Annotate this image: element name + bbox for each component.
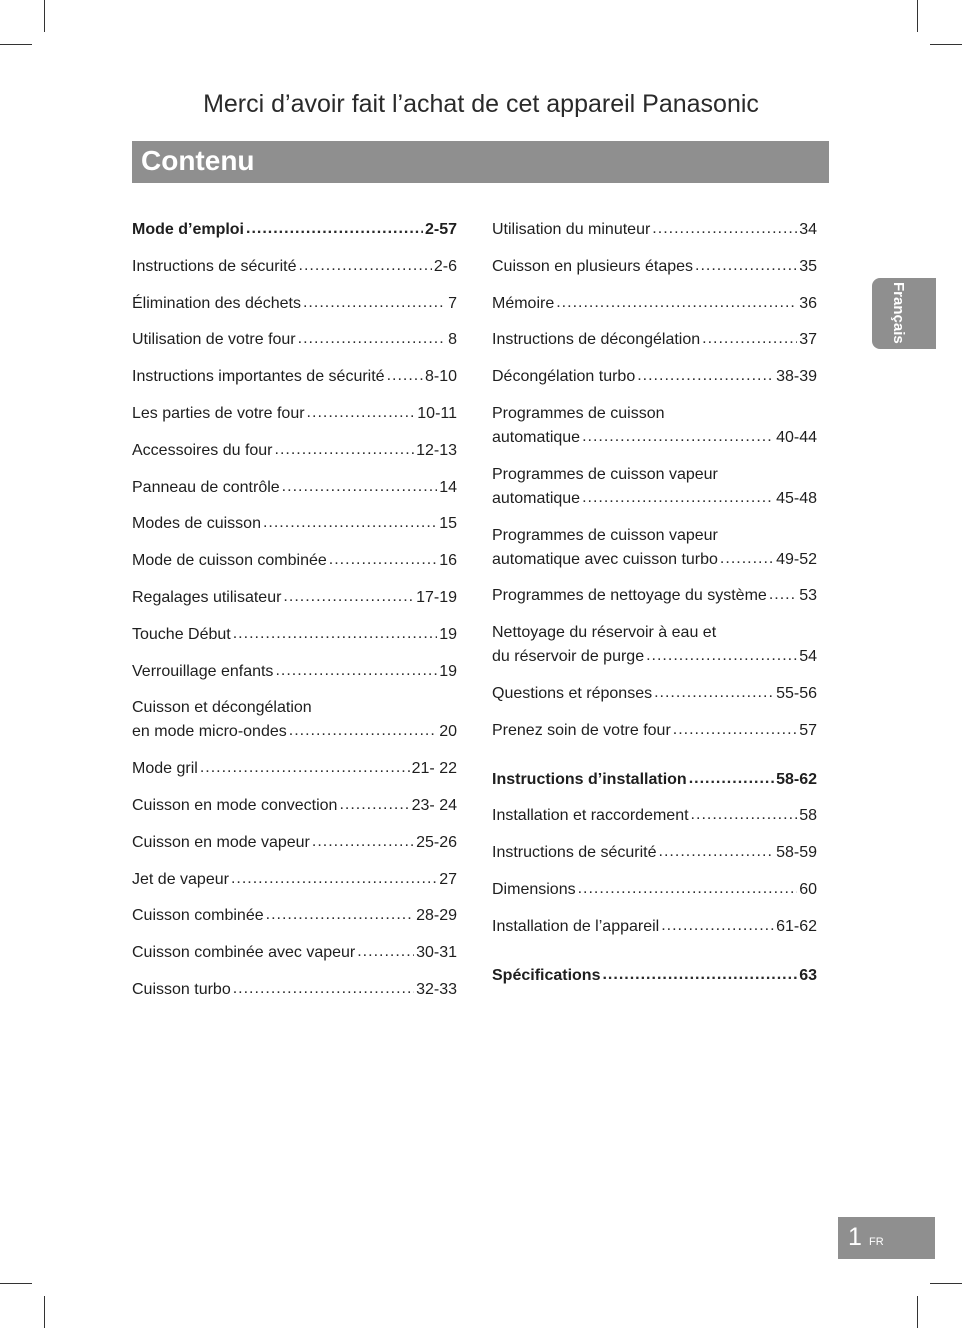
toc-leader-dots bbox=[231, 867, 437, 891]
toc-leader-dots bbox=[769, 583, 797, 607]
toc-entry-label: Utilisation de votre four bbox=[132, 331, 296, 349]
toc-entry[interactable] bbox=[492, 402, 817, 450]
toc-entry-page: 21- 22 bbox=[411, 760, 457, 778]
toc-entry-page: 34 bbox=[799, 221, 817, 238]
toc-entry-label: Mode gril bbox=[132, 760, 198, 778]
toc-entry-label: Cuisson en plusieurs étapes bbox=[492, 257, 694, 275]
toc-leader-dots bbox=[275, 438, 415, 462]
toc-entry-label: Instructions d’installation bbox=[492, 770, 687, 788]
toc-leader-dots bbox=[303, 291, 446, 315]
toc-entry-label: Instructions de sécurité bbox=[492, 844, 657, 862]
toc-entry-label: Les parties de votre four bbox=[132, 404, 305, 422]
toc-entry-label: Décongélation turbo bbox=[492, 368, 636, 386]
toc-entry-page: 60 bbox=[799, 880, 817, 898]
language-tab[interactable] bbox=[872, 278, 936, 349]
toc-entry-page: 32-33 bbox=[416, 980, 457, 998]
toc-leader-dots bbox=[689, 767, 774, 791]
section-title: Contenu bbox=[141, 145, 255, 176]
toc-leader-dots bbox=[578, 877, 798, 901]
toc-entry-page: 30-31 bbox=[416, 944, 457, 962]
toc-leader-dots bbox=[233, 622, 437, 646]
toc-leader-dots bbox=[602, 963, 797, 987]
toc-entry[interactable] bbox=[492, 915, 817, 939]
toc-entry-label: Cuisson turbo bbox=[132, 980, 231, 998]
crop-mark bbox=[917, 0, 918, 32]
toc-leader-dots bbox=[661, 914, 774, 938]
toc-entry-label: Installation de l’appareil bbox=[492, 917, 660, 935]
toc-entry-page: 54 bbox=[799, 648, 817, 666]
toc-entry-page: 57 bbox=[799, 721, 817, 739]
toc-entry-page: 58-59 bbox=[776, 844, 817, 862]
toc-entry[interactable] bbox=[132, 660, 457, 684]
toc-entry-page: 55-56 bbox=[776, 684, 817, 702]
toc-entry[interactable] bbox=[132, 402, 457, 426]
toc-entry[interactable] bbox=[132, 255, 457, 279]
toc-entry-page: 19 bbox=[439, 625, 457, 643]
toc-entry-page: 35 bbox=[799, 257, 817, 275]
toc-leader-dots bbox=[246, 217, 423, 241]
toc-entry-page: 2-6 bbox=[433, 257, 457, 275]
toc-leader-dots bbox=[275, 659, 437, 683]
toc-entry-line2 bbox=[132, 720, 457, 744]
toc-leader-dots bbox=[646, 644, 797, 668]
toc-entry-page: 58-62 bbox=[776, 770, 817, 788]
toc-entry-page: 19 bbox=[439, 662, 457, 680]
toc-entry[interactable] bbox=[132, 292, 457, 316]
toc-entry-label: Instructions importantes de sécurité bbox=[132, 368, 385, 386]
toc-entry-label: Touche Début bbox=[132, 625, 231, 643]
toc-entry-line2 bbox=[492, 645, 817, 669]
toc-entry[interactable] bbox=[132, 794, 457, 818]
toc-entry[interactable] bbox=[132, 696, 457, 744]
toc-entry[interactable] bbox=[492, 218, 817, 242]
toc-leader-dots bbox=[283, 585, 414, 609]
toc-entry-label: Mode d’emploi bbox=[132, 221, 244, 238]
toc-entry-label: Panneau de contrôle bbox=[132, 478, 280, 496]
toc-entry-page: 28-29 bbox=[416, 907, 457, 925]
toc-entry[interactable] bbox=[492, 255, 817, 279]
toc-entry[interactable] bbox=[132, 941, 457, 965]
toc-entry-page: 23- 24 bbox=[411, 796, 457, 814]
toc-entry[interactable] bbox=[132, 831, 457, 855]
toc-entry-label: Accessoires du four bbox=[132, 441, 273, 459]
toc-entry-label: Verrouillage enfants bbox=[132, 662, 274, 680]
toc-entry[interactable] bbox=[132, 978, 457, 1002]
toc-entry-page: 38-39 bbox=[776, 368, 817, 386]
toc-entry[interactable] bbox=[132, 476, 457, 500]
toc-entry[interactable] bbox=[132, 549, 457, 573]
toc-entry-page: 17-19 bbox=[416, 588, 457, 606]
toc-right-column bbox=[492, 218, 817, 1000]
toc-leader-dots bbox=[720, 547, 774, 571]
toc-entry[interactable] bbox=[492, 524, 817, 572]
toc-entry[interactable] bbox=[492, 463, 817, 511]
toc-entry-page: 8 bbox=[448, 331, 457, 349]
toc-entry-label: Questions et réponses bbox=[492, 684, 653, 702]
toc-leader-dots bbox=[263, 511, 437, 535]
toc-entry-label: automatique bbox=[492, 428, 581, 446]
toc-entry-label: Cuisson combinée bbox=[132, 907, 264, 925]
crop-mark bbox=[930, 44, 962, 45]
toc-entry[interactable] bbox=[132, 218, 457, 242]
toc-entry-page: 20 bbox=[439, 723, 457, 741]
toc-entry-label-line1: Programmes de cuisson vapeur bbox=[492, 465, 718, 483]
toc-leader-dots bbox=[289, 719, 437, 743]
toc-entry-page: 37 bbox=[799, 331, 817, 349]
toc-entry[interactable] bbox=[132, 623, 457, 647]
toc-leader-dots bbox=[387, 364, 423, 388]
toc-entry[interactable] bbox=[492, 964, 817, 988]
toc-entry-label: Utilisation du minuteur bbox=[492, 221, 651, 238]
toc-leader-dots bbox=[329, 548, 437, 572]
toc-entry-page: 14 bbox=[439, 478, 457, 496]
toc-entry[interactable] bbox=[492, 841, 817, 865]
toc-entry[interactable] bbox=[492, 365, 817, 389]
toc-entry[interactable] bbox=[132, 904, 457, 928]
toc-entry-label-line1: Cuisson et décongélation bbox=[132, 699, 312, 717]
toc-entry-label: du réservoir de purge bbox=[492, 648, 645, 666]
toc-entry-label: Mode de cuisson combinée bbox=[132, 552, 327, 570]
toc-leader-dots bbox=[266, 903, 414, 927]
crop-mark bbox=[44, 0, 45, 32]
toc-entry-label: Mémoire bbox=[492, 294, 555, 312]
toc-leader-dots bbox=[312, 830, 414, 854]
toc-entry[interactable] bbox=[132, 365, 457, 389]
toc-leader-dots bbox=[637, 364, 774, 388]
toc-entry-page: 49-52 bbox=[776, 550, 817, 568]
toc-entry-page: 16 bbox=[439, 552, 457, 570]
crop-mark bbox=[0, 44, 32, 45]
toc-entry-line2 bbox=[492, 426, 817, 450]
toc-entry-label-line1: Programmes de cuisson bbox=[492, 404, 665, 422]
toc-entry-label: Programmes de nettoyage du système bbox=[492, 587, 767, 605]
crop-mark bbox=[0, 1283, 32, 1284]
toc-entry-label: Instructions de décongélation bbox=[492, 331, 701, 349]
toc-entry-page: 36 bbox=[799, 294, 817, 312]
toc-entry-label: automatique avec cuisson turbo bbox=[492, 550, 718, 568]
toc-entry-label: en mode micro-ondes bbox=[132, 723, 287, 741]
toc-entry-label-line1: Nettoyage du réservoir à eau et bbox=[492, 624, 717, 642]
toc-entry[interactable] bbox=[132, 757, 457, 781]
toc-entry[interactable] bbox=[132, 868, 457, 892]
toc-leader-dots bbox=[200, 756, 410, 780]
toc-leader-dots bbox=[702, 327, 797, 351]
toc-entry[interactable] bbox=[492, 584, 817, 608]
toc-leader-dots bbox=[652, 217, 797, 241]
toc-entry[interactable] bbox=[132, 512, 457, 536]
toc-leader-dots bbox=[556, 291, 797, 315]
toc-left-column bbox=[132, 218, 457, 1015]
toc-leader-dots bbox=[357, 940, 414, 964]
crop-mark bbox=[930, 1283, 962, 1284]
toc-entry-page: 8-10 bbox=[424, 368, 457, 386]
toc-entry-page: 7 bbox=[448, 294, 457, 312]
toc-entry-label: Spécifications bbox=[492, 966, 601, 984]
toc-leader-dots bbox=[298, 327, 446, 351]
toc-entry[interactable] bbox=[492, 682, 817, 706]
toc-leader-dots bbox=[282, 475, 438, 499]
toc-entry-page: 15 bbox=[439, 515, 457, 533]
toc-leader-dots bbox=[673, 718, 797, 742]
toc-entry[interactable] bbox=[492, 719, 817, 743]
page-language-code: FR bbox=[869, 1236, 884, 1248]
toc-entry[interactable] bbox=[132, 439, 457, 463]
toc-leader-dots bbox=[299, 254, 432, 278]
toc-entry-page: 61-62 bbox=[776, 917, 817, 935]
toc-entry-line2 bbox=[492, 487, 817, 511]
toc-entry-page: 45-48 bbox=[776, 489, 817, 507]
toc-leader-dots bbox=[339, 793, 409, 817]
toc-leader-dots bbox=[659, 840, 775, 864]
section-header-bar bbox=[132, 141, 829, 183]
toc-entry-page: 12-13 bbox=[416, 441, 457, 459]
toc-entry[interactable] bbox=[492, 768, 817, 792]
toc-entry[interactable] bbox=[492, 328, 817, 352]
crop-mark bbox=[44, 1296, 45, 1328]
toc-entry[interactable] bbox=[492, 878, 817, 902]
toc-entry-label: Installation et raccordement bbox=[492, 807, 689, 825]
toc-leader-dots bbox=[233, 977, 414, 1001]
toc-leader-dots bbox=[691, 803, 798, 827]
toc-entry-page: 27 bbox=[439, 870, 457, 888]
page-number-box bbox=[838, 1217, 935, 1259]
toc-leader-dots bbox=[582, 425, 774, 449]
toc-entry-label: Jet de vapeur bbox=[132, 870, 229, 888]
toc-entry-page: 2-57 bbox=[424, 221, 457, 238]
language-tab-label: Français bbox=[890, 282, 907, 344]
toc-entry-line2 bbox=[492, 548, 817, 572]
toc-entry-page: 58 bbox=[799, 807, 817, 825]
toc-entry-label: Cuisson en mode vapeur bbox=[132, 833, 310, 851]
toc-entry-page: 10-11 bbox=[417, 404, 457, 422]
toc-entry-label: Instructions de sécurité bbox=[132, 257, 297, 275]
toc-leader-dots bbox=[695, 254, 797, 278]
toc-entry-page: 25-26 bbox=[416, 833, 457, 851]
crop-mark bbox=[917, 1296, 918, 1328]
toc-entry-label-line1: Programmes de cuisson vapeur bbox=[492, 526, 718, 544]
toc-entry-page: 40-44 bbox=[776, 428, 817, 446]
toc-entry-label: Modes de cuisson bbox=[132, 515, 261, 533]
toc-entry-label: automatique bbox=[492, 489, 581, 507]
toc-entry-page: 63 bbox=[799, 966, 817, 984]
toc-entry[interactable] bbox=[492, 804, 817, 828]
toc-leader-dots bbox=[582, 486, 774, 510]
toc-leader-dots bbox=[654, 681, 774, 705]
toc-entry-label: Élimination des déchets bbox=[132, 294, 301, 312]
toc-entry-label: Cuisson combinée avec vapeur bbox=[132, 944, 356, 962]
toc-entry[interactable] bbox=[132, 586, 457, 610]
toc-entry-page: 53 bbox=[799, 587, 817, 605]
toc-leader-dots bbox=[307, 401, 416, 425]
toc-entry-label: Cuisson en mode convection bbox=[132, 796, 338, 814]
page-title: Merci d’avoir fait l’achat de cet appareil Panasonic bbox=[203, 90, 759, 118]
toc-entry[interactable] bbox=[492, 621, 817, 669]
toc-entry[interactable] bbox=[132, 328, 457, 352]
page-number: 1 bbox=[848, 1223, 862, 1251]
toc-entry[interactable] bbox=[492, 292, 817, 316]
toc-entry-label: Dimensions bbox=[492, 880, 576, 898]
toc-entry-label: Regalages utilisateur bbox=[132, 588, 282, 606]
toc-entry-label: Prenez soin de votre four bbox=[492, 721, 671, 739]
